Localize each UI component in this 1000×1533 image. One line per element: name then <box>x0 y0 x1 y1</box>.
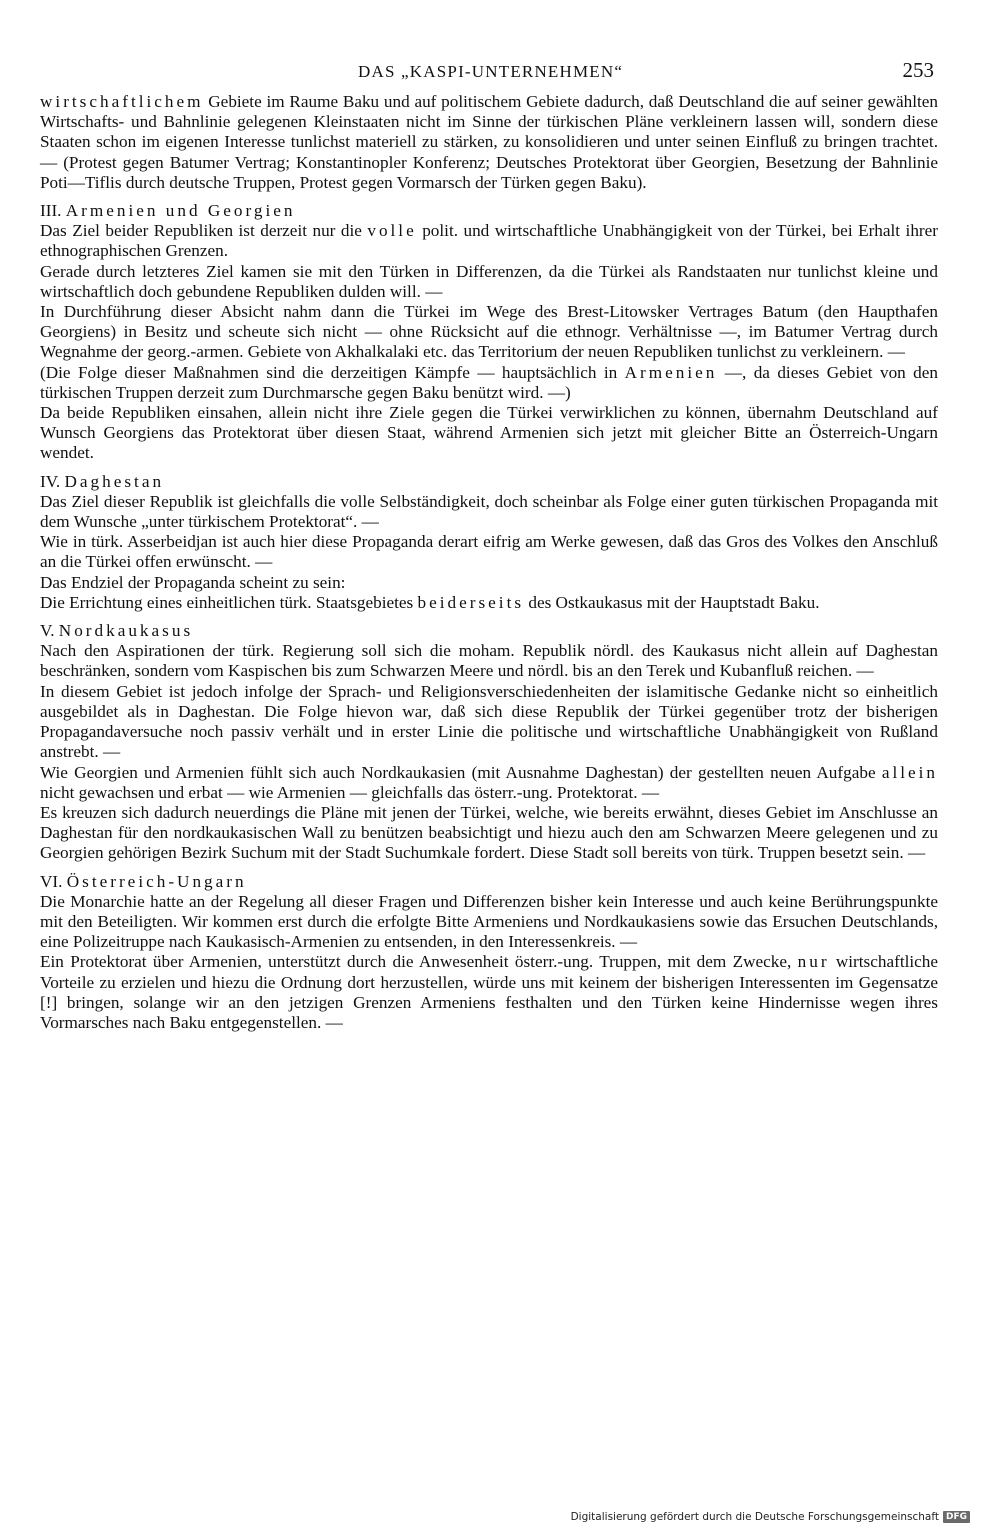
text-run: (Die Folge dieser Maßnahmen sind die derzeitigen Kämpfe — hauptsächlich in <box>40 362 625 382</box>
paragraph: Da beide Republiken einsahen, allein nicht ihre Ziele gegen die Türkei verwirklichen zu können, übernahm Deutschland auf Wunsch Georgiens das Protektorat über diesen Staat, während Armenien sich jetzt mit gleicher Bitte an Österreich-Ungarn wendet. <box>40 403 938 463</box>
paragraph <box>40 221 938 261</box>
running-title: DAS „KASPI-UNTERNEHMEN“ <box>358 62 624 81</box>
paragraph <box>40 363 938 403</box>
text-run: —, da dieses Gebiet von den türkischen Truppen derzeit zum Durchmarsche gegen Baku benützt wird. —) <box>40 362 939 402</box>
paragraph: Gerade durch letzteres Ziel kamen sie mit den Türken in Differenzen, da die Türkei als Randstaaten nur tunlichst kleine und wirtschaftlich doch gebundene Republiken dulden will. — <box>40 261 938 301</box>
emphasis-text: volle <box>367 221 417 241</box>
paragraph: Es kreuzen sich dadurch neuerdings die Pläne mit jenen der Türkei, welche, wie bereits erwähnt, dieses Gebiet im Anschlusse an Daghestan für den nordkaukasischen Wall zu benützen beabsichtigt und hiezu auch den am Schwarzen Meere gelegenen und zu Georgien gehörigen Bezirk Suchum mit der Stadt Suchumkale fordert. Diese Stadt soll bereits von türk. Truppen besetzt sein. — <box>40 802 938 863</box>
text-run: Ein Protektorat über Armenien, unterstützt durch die Anwesenheit österr.-ung. Truppen, mit dem Zwecke, <box>40 952 798 972</box>
text-run: des Ostkaukasus mit der Hauptstadt Baku. <box>524 592 820 612</box>
section-title: Armenien und Georgien <box>65 201 296 221</box>
paragraph <box>40 763 938 803</box>
paragraph: In Durchführung dieser Absicht nahm dann die Türkei im Wege des Brest-Litowsker Vertrages Batum (den Haupthafen Georgiens) in Besitz und scheute sich nicht — ohne Rücksicht auf die ethnogr. Verhältnisse —, im Batumer Vertrag durch Wegnahme der georg.-armen. Gebiete von Akhalkalaki etc. das Territorium der neuen Republiken tunlichst zu verkleinern. — <box>40 302 938 362</box>
emphasis-text: beiderseits <box>417 592 525 612</box>
section-heading-nordkaukasus <box>40 621 938 641</box>
paragraph: Nach den Aspirationen der türk. Regierung soll sich die moham. Republik nördl. des Kaukasus nicht allein auf Daghestan beschränken, sondern vom Kaspischen bis zum Schwarzen Meere und nördl. bis an den Terek und Kubanfluß reichen. — <box>40 641 938 681</box>
text-run: nicht gewachsen und erbat — wie Armenien — gleichfalls das österr.-ung. Protektorat. — <box>40 782 660 802</box>
page-number: 253 <box>902 58 934 82</box>
section-title: Nordkaukasus <box>58 621 194 641</box>
body-text <box>40 92 938 1033</box>
section-heading-armenien-georgien <box>40 201 938 221</box>
dfg-logo: DFG <box>943 1511 970 1523</box>
digitization-footer <box>571 1511 970 1523</box>
intro-paragraph <box>40 92 938 193</box>
paragraph: Das Ziel dieser Republik ist gleichfalls die volle Selbständigkeit, doch scheinbar als Folge einer guten türkischen Propaganda mit dem Wunsche „unter türkischem Protektorat“. — <box>40 491 938 532</box>
emphasis-text: allein <box>881 762 938 782</box>
emphasis-text: Armenien <box>624 362 718 382</box>
paragraph: Das Endziel der Propaganda scheint zu sein: <box>40 572 346 592</box>
emphasis-text: nur <box>797 952 830 972</box>
footer-credit: Digitalisierung gefördert durch die Deutsche Forschungsgemeinschaft <box>570 1511 939 1523</box>
document-page <box>40 58 938 1033</box>
paragraph: Die Monarchie hatte an der Regelung all dieser Fragen und Differenzen bisher kein Interesse und auch keine Berührungspunkte mit den Beteiligten. Wir kommen erst durch die erfolgte Bitte Armeniens und Nordkaukasiens sowie das Ersuchen Deutschlands, eine Polizeitruppe nach Kaukasisch-Armenien zu entsenden, in den Interessenkreis. — <box>40 891 938 952</box>
section-title: Österreich-Ungarn <box>66 871 247 891</box>
text-run: wirtschaftliche Vorteile zu erzielen und hiezu die Ordnung dort herzustellen, würde uns mit keinem der bisherigen Interessenten im Gegensatze [!] bringen, solange wir an den jetzigen Grenzen Armeniens festhalten und den Türken keine Hindernisse wegen ihres Vormarsches nach Baku entgegenstellen. — <box>40 952 938 1032</box>
section-number: IV. <box>40 471 61 491</box>
text-run: Die Errichtung eines einheitlichen türk. Staatsgebietes <box>40 592 418 612</box>
text-run: Das Ziel beider Republiken ist derzeit nur die <box>40 221 368 241</box>
text-run: Wie Georgien und Armenien fühlt sich auch Nordkaukasien (mit Ausnahme Daghestan) der gestellten neuen Aufgabe <box>40 762 882 782</box>
section-title: Daghestan <box>64 471 165 491</box>
section-number: V. <box>40 621 55 641</box>
intro-lead-word: wirtschaftlichem <box>40 92 204 111</box>
page-header <box>40 58 938 92</box>
section-heading-daghestan <box>40 472 938 492</box>
section-heading-oesterreich-ungarn <box>40 872 938 892</box>
text-run: polit. und wirtschaftliche Unabhängigkeit von der Türkei, bei Erhalt ihrer ethnographischen Grenzen. <box>40 221 938 261</box>
section-number: VI. <box>40 871 63 891</box>
paragraph: Wie in türk. Asserbeidjan ist auch hier diese Propaganda derart eifrig am Werke gewesen, daß das Gros des Volkes den Anschluß an die Türkei offen erwünscht. — <box>40 532 938 572</box>
paragraph <box>40 593 938 613</box>
section-number: III. <box>40 201 62 221</box>
paragraph <box>40 952 938 1033</box>
paragraph: In diesem Gebiet ist jedoch infolge der Sprach- und Religionsverschiedenheiten der islamitische Gedanke nicht so einheitlich ausgebildet als in Daghestan. Die Folge hievon war, daß sich diese Republik der Türkei gegenüber trotz der bisherigen Propagandaversuche noch passiv verhält und in erster Linie die politische und wirtschaftliche Unabhängigkeit von Rußland anstrebt. — <box>40 681 938 762</box>
intro-text: Gebiete im Raume Baku und auf politischem Gebiete dadurch, daß Deutschland die auf seiner gewählten Wirtschafts- und Bahnlinie gelegenen Kleinstaaten nicht im Sinne der türkischen Pläne verkleinern lassen will, sondern diese Staaten schon im eigenen Interesse tunlichst materiell zu stärken, zu konsolidieren und unter seinen Einfluß zu bringen trachtet. — (Protest gegen Batumer Vertrag; Konstantinopler Konferenz; Deutsches Protektorat über Georgien, Besetzung der Bahnlinie Poti—Tiflis durch deutsche Truppen, Protest gegen Vormarsch der Türken gegen Baku). <box>40 92 938 192</box>
